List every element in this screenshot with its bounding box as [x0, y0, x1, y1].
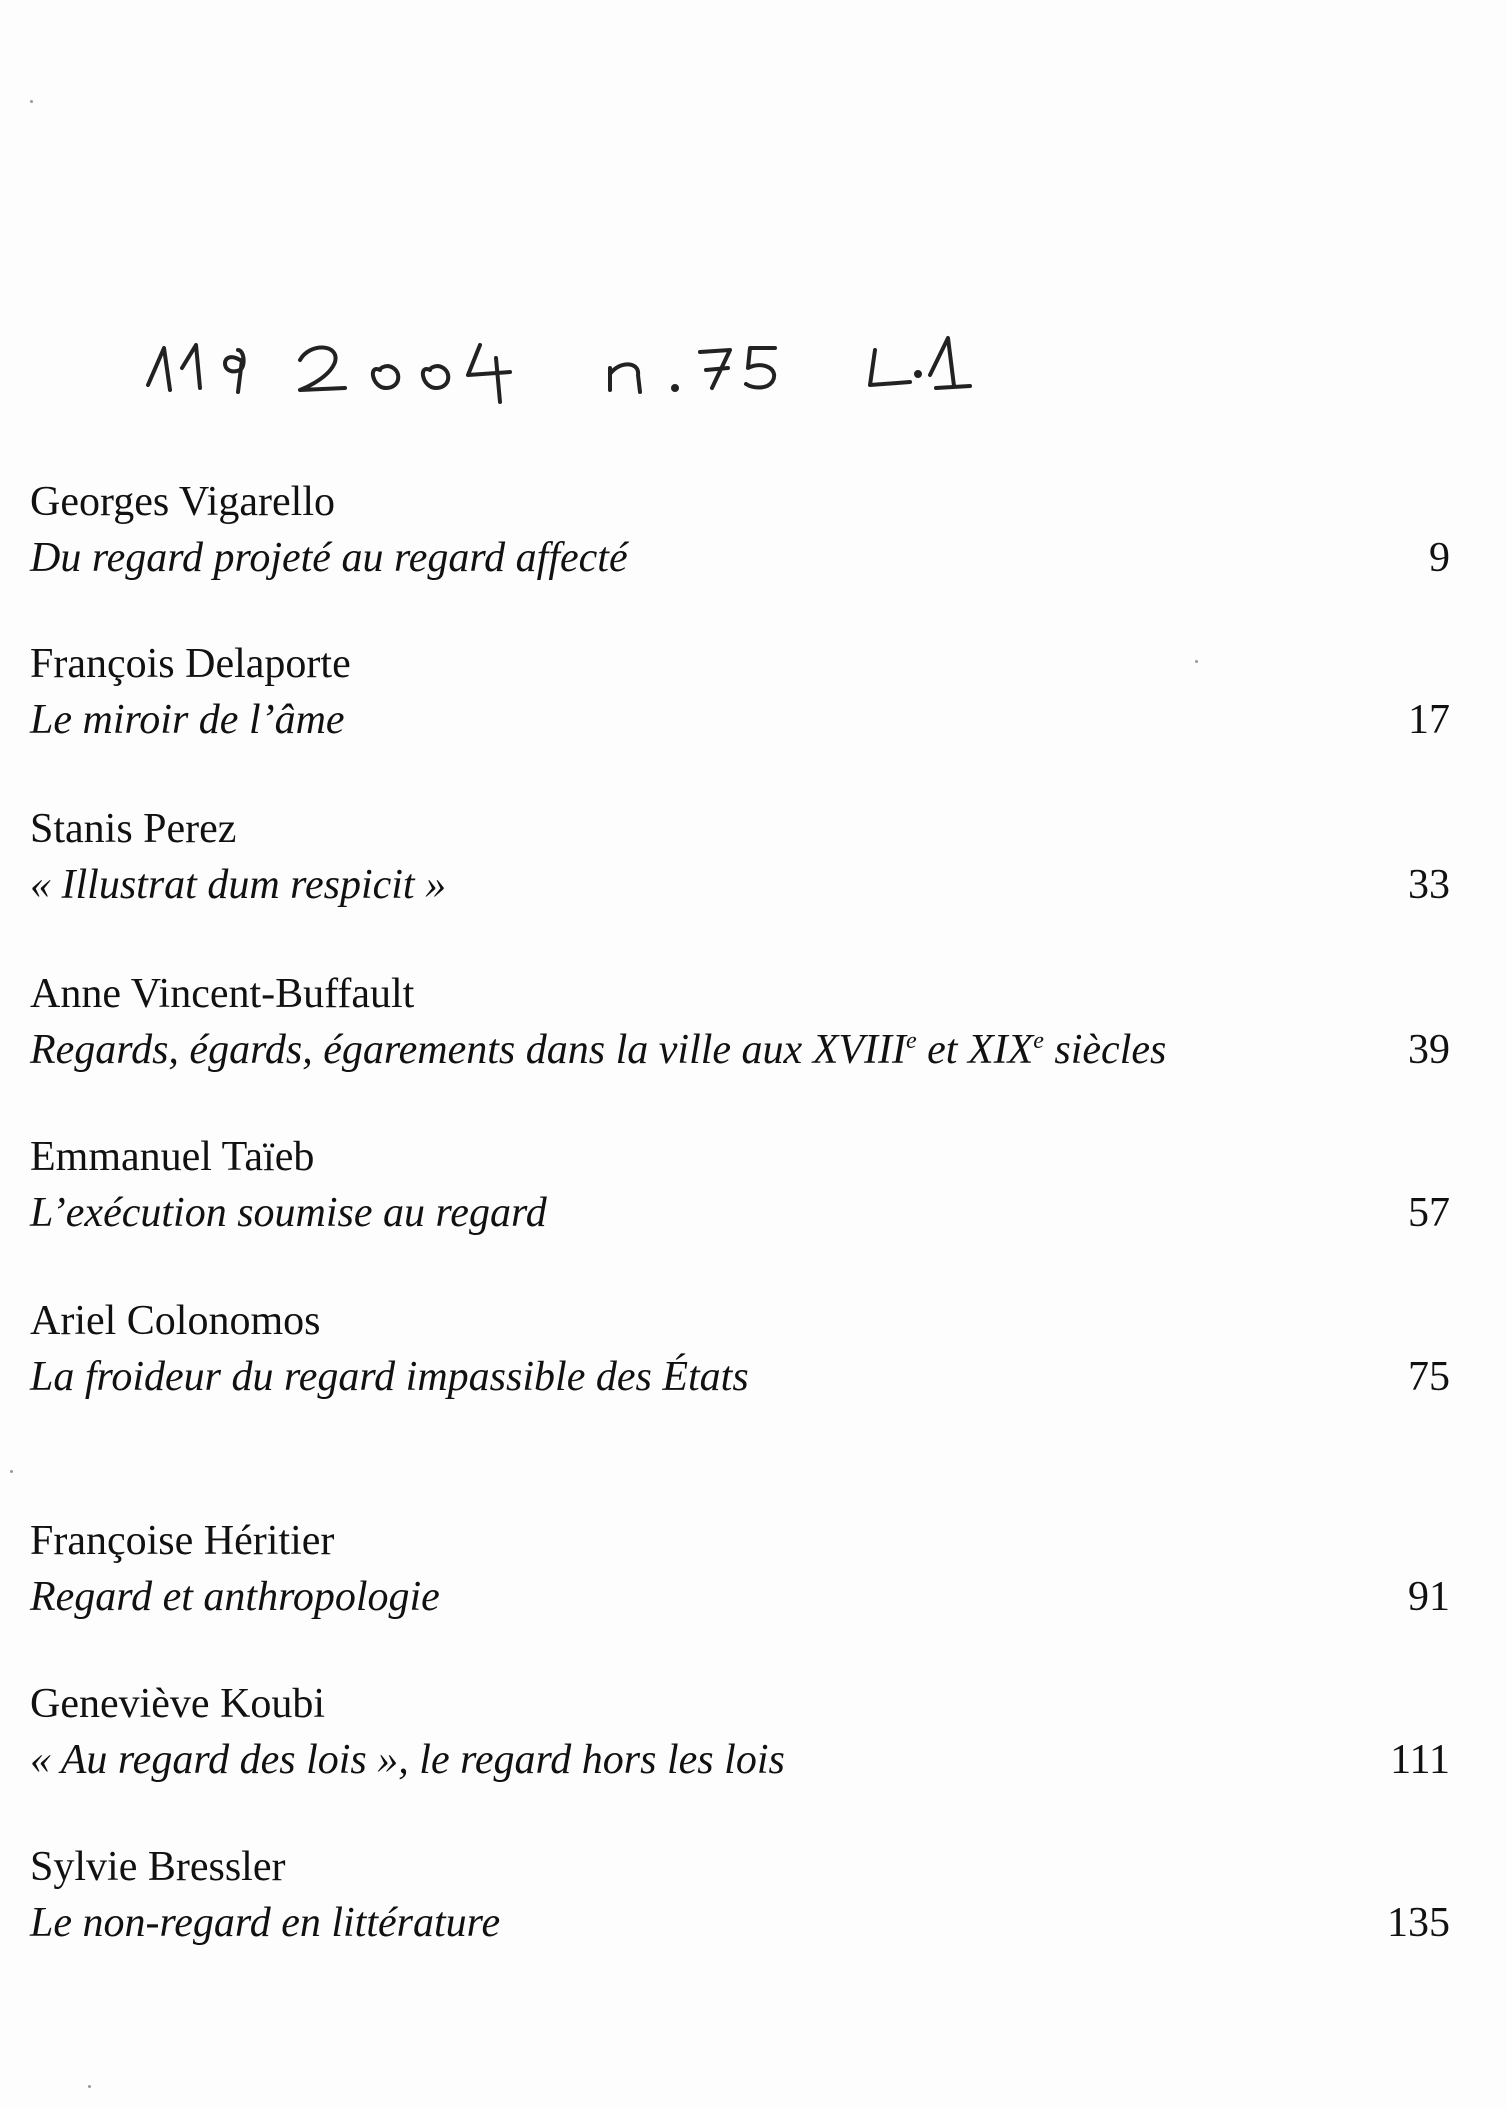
toc-entry	[30, 478, 1450, 582]
entry-page-number: 135	[1387, 1900, 1450, 1946]
toc-entry	[30, 1517, 1450, 1621]
entry-title: « Au regard des lois », le regard hors les lois	[30, 1737, 785, 1783]
entry-title: Le miroir de l’âme	[30, 697, 345, 743]
entry-author: Anne Vincent-Buffault	[30, 971, 415, 1017]
entry-author: Geneviève Koubi	[30, 1681, 326, 1727]
entry-title-row	[30, 1026, 1450, 1074]
entry-author: Sylvie Bressler	[30, 1844, 286, 1890]
entry-title-row	[30, 1899, 1450, 1947]
entry-author: François Delaporte	[30, 641, 351, 687]
entry-title-row	[30, 1353, 1450, 1401]
toc-entry	[30, 1133, 1450, 1237]
entry-title-row	[30, 534, 1450, 582]
entry-page-number: 75	[1408, 1354, 1450, 1400]
entry-title-row	[30, 1573, 1450, 1621]
entry-title-row	[30, 696, 1450, 744]
entry-page-number: 17	[1408, 697, 1450, 743]
superscript: e	[905, 1028, 917, 1054]
toc-entry	[30, 1297, 1450, 1401]
superscript: e	[1033, 1028, 1044, 1054]
entry-title-row	[30, 1736, 1450, 1784]
entry-title: La froideur du regard impassible des États	[30, 1354, 749, 1400]
toc-entry	[30, 1680, 1450, 1784]
entry-page-number: 33	[1408, 862, 1450, 908]
entry-title: Regard et anthropologie	[30, 1574, 440, 1620]
toc-entry	[30, 1843, 1450, 1947]
entry-page-number: 111	[1390, 1737, 1450, 1783]
entry-author: Ariel Colonomos	[30, 1298, 321, 1344]
entry-title	[30, 1026, 1166, 1074]
toc-entry	[30, 640, 1450, 744]
entry-title: Le non-regard en littérature	[30, 1900, 501, 1946]
entry-title: « Illustrat dum respicit »	[30, 862, 447, 908]
entry-author: Stanis Perez	[30, 806, 237, 852]
scan-speck	[30, 100, 33, 103]
toc-entry	[30, 970, 1450, 1074]
handwritten-note-drawing	[140, 330, 1200, 420]
title-part: et XIX	[916, 1027, 1034, 1073]
scan-speck	[10, 1470, 13, 1473]
entry-title: Du regard projeté au regard affecté	[30, 535, 628, 581]
title-part: siècles	[1043, 1027, 1167, 1073]
entry-author: Françoise Héritier	[30, 1518, 335, 1564]
entry-page-number: 39	[1408, 1027, 1450, 1073]
entry-page-number: 57	[1408, 1190, 1450, 1236]
entry-page-number: 91	[1408, 1574, 1450, 1620]
scan-speck	[1195, 660, 1198, 663]
entry-title-row	[30, 1189, 1450, 1237]
title-part: Regards, égards, égarements dans la ville aux XVIII	[30, 1027, 906, 1073]
handwritten-annotation	[140, 330, 1200, 420]
entry-page-number: 9	[1429, 535, 1450, 581]
entry-author: Emmanuel Taïeb	[30, 1134, 315, 1180]
scan-speck	[88, 2085, 91, 2088]
entry-title: L’exécution soumise au regard	[30, 1190, 547, 1236]
toc-entry	[30, 805, 1450, 909]
entry-title-row	[30, 861, 1450, 909]
entry-author: Georges Vigarello	[30, 479, 336, 525]
